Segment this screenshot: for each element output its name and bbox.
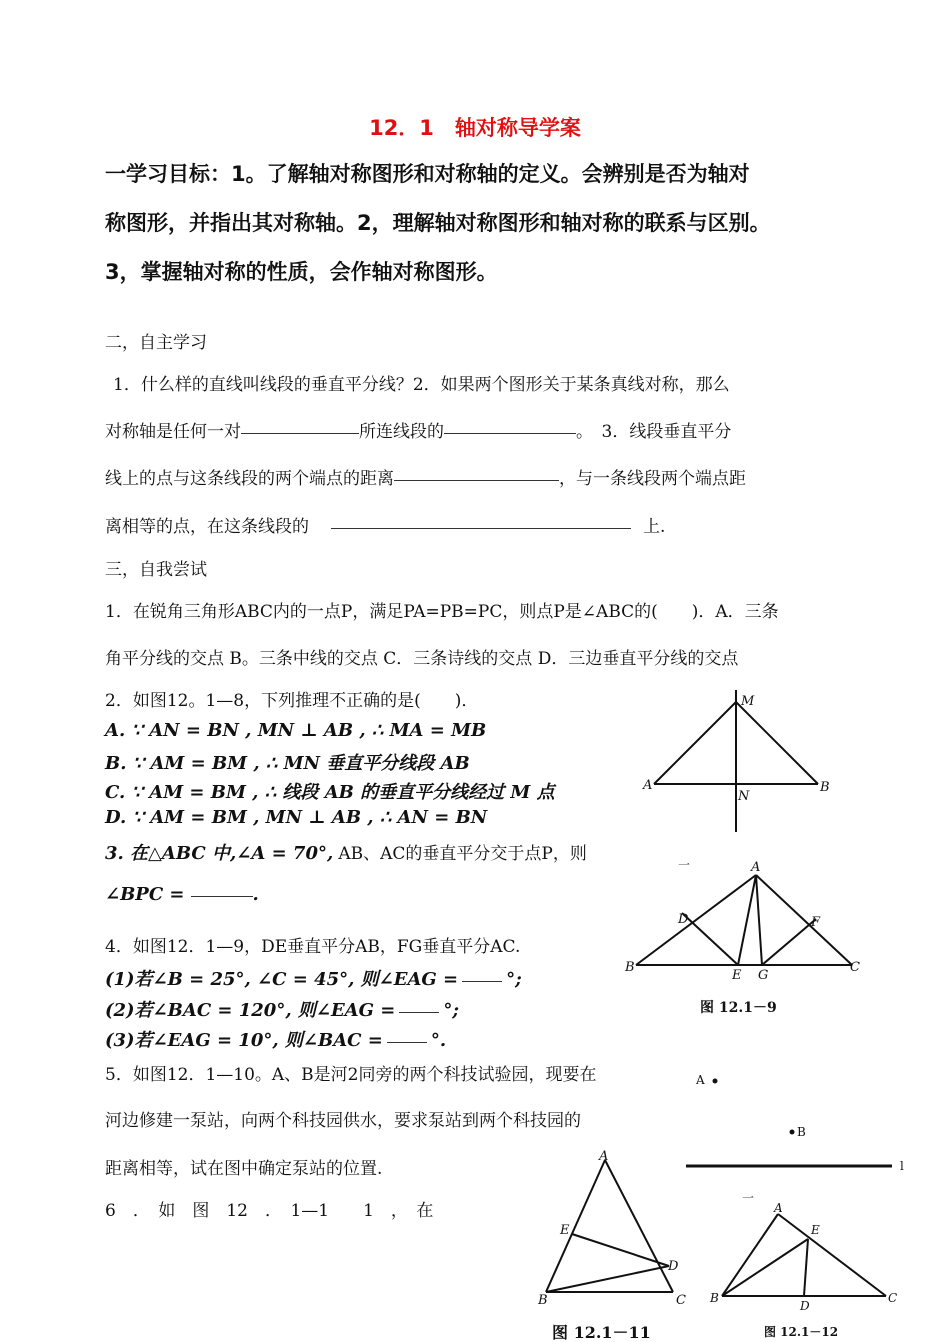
section2-line-2	[105, 417, 731, 442]
label-n: N	[738, 789, 750, 804]
segment-ed	[572, 1234, 669, 1266]
q6-text: 6 ． 如 图 12 ． 1—1 1 ， 在	[105, 1201, 434, 1221]
objectives-line-1: 一学习目标：1。了解轴对称图形和对称轴的定义。会辨别是否为轴对	[105, 162, 750, 186]
label-l: l	[900, 1159, 904, 1173]
figure-caption: 图 12.1－11	[552, 1323, 651, 1342]
segment-ab	[636, 875, 756, 965]
q1-line-1: 1．在锐角三角形ABC内的一点P，满足PA=PB=PC，则点P是∠ABC的( )．A．三条	[105, 602, 779, 622]
label-e: E	[732, 968, 742, 983]
segment-ae	[738, 875, 756, 965]
fill-blank	[331, 527, 631, 529]
q2-option-b: B. ∵ AM = BM , ∴ MN 垂直平分线段 AB	[105, 753, 470, 774]
label-e: E	[560, 1223, 570, 1238]
figure-12-1-10	[682, 1062, 922, 1182]
segment-fg	[762, 919, 816, 965]
q3-part-b: AB、AC的垂直平分交于点P，则	[338, 844, 587, 864]
figure-12-1-12	[708, 1192, 908, 1342]
figure-caption: 图 12.1－12	[764, 1325, 839, 1339]
section2-line-3	[105, 464, 746, 489]
label-b: B	[710, 1291, 719, 1305]
section3-heading: 三，自我尝试	[105, 560, 207, 580]
segment-ed	[804, 1239, 808, 1296]
fill-blank	[462, 980, 502, 982]
segment-ab	[722, 1214, 778, 1296]
figure-caption: 图 12.1－9	[700, 1000, 777, 1016]
segment-bd	[546, 1266, 669, 1292]
q3-period: .	[252, 884, 259, 905]
q4-part-2-unit: °;	[443, 1000, 460, 1021]
q2-text: 2．如图12。1—8，下列推理不正确的是( )．	[105, 691, 479, 711]
line2-part-b: 所连线段的	[359, 422, 444, 442]
q2-option-c: C. ∵ AM = BM , ∴ 线段 AB 的垂直平分线经过 M 点	[105, 782, 555, 803]
section2-line-4	[105, 512, 665, 537]
label-m: M	[741, 694, 755, 709]
label-d: D	[800, 1299, 810, 1313]
q4-part-2-text: (2)若∠BAC = 120°, 则∠EAG =	[105, 1000, 396, 1021]
label-a: A	[751, 860, 761, 875]
segment-be	[722, 1239, 808, 1296]
segment-ab	[546, 1160, 605, 1292]
q3-angle-bpc: ∠BPC =	[105, 884, 185, 905]
segment-ma	[654, 702, 736, 784]
section2-heading: 二，自主学习	[105, 333, 207, 353]
line2-part-c: 。 3．线段垂直平分	[576, 422, 732, 442]
q4-part-1-text: (1)若∠B = 25°, ∠C = 45°, 则∠EAG =	[105, 969, 459, 990]
fill-blank	[394, 479, 559, 481]
q3-part-a: 3. 在△ABC 中,∠A = 70°,	[105, 843, 334, 864]
line3-part-b: ，与一条线段两个端点距	[559, 469, 746, 489]
figure-12-1-9	[620, 855, 870, 1030]
label-a: A	[774, 1201, 783, 1215]
label-a: A	[643, 778, 653, 793]
fill-blank	[191, 895, 253, 897]
q4-part-2	[105, 996, 459, 1022]
segment-de	[682, 913, 738, 965]
q4-part-1	[105, 965, 522, 991]
label-b: B	[625, 960, 635, 975]
fill-blank	[241, 432, 359, 434]
segment-ac	[756, 875, 852, 965]
label-e: E	[811, 1223, 820, 1237]
label-b: B	[820, 780, 830, 795]
segment-ac	[778, 1214, 886, 1296]
point-a	[713, 1079, 718, 1084]
label-d: D	[678, 912, 689, 927]
q5-line-3: 距离相等，试在图中确定泵站的位置.	[105, 1159, 383, 1179]
q3-line-2	[105, 884, 259, 905]
q3-line-1	[105, 839, 587, 865]
q4-part-1-unit: °;	[506, 969, 522, 990]
figure-12-1-11	[530, 1148, 710, 1342]
q5-line-1: 5．如图12．1—10。A、B是河2同旁的两个科技试验园，现要在	[105, 1065, 597, 1085]
label-a: A	[696, 1073, 705, 1087]
q4-part-3-unit: °.	[430, 1030, 447, 1051]
q4-part-3-text: (3)若∠EAG = 10°, 则∠BAC =	[105, 1030, 383, 1051]
objectives-line-2: 称图形，并指出其对称轴。2，理解轴对称图形和轴对称的联系与区别。	[105, 211, 771, 235]
q1-line-2: 角平分线的交点 B。三条中线的交点 C．三条诗线的交点 D．三边垂直平分线的交点	[105, 649, 739, 669]
label-c: C	[888, 1291, 898, 1305]
label-c: C	[676, 1293, 686, 1308]
label-b: B	[538, 1293, 548, 1308]
point-b	[790, 1130, 795, 1135]
label-c: C	[850, 960, 860, 975]
line4-part-a: 离相等的点，在这条线段的	[105, 517, 309, 537]
q4-text: 4．如图12．1—9，DE垂直平分AB，FG垂直平分AC.	[105, 937, 521, 957]
line4-part-b: 上.	[643, 517, 666, 537]
figure-mark: 一	[742, 1192, 755, 1205]
q2-option-a: A. ∵ AN = BN , MN ⊥ AB , ∴ MA = MB	[105, 720, 487, 741]
line2-part-a: 对称轴是任何一对	[105, 422, 241, 442]
q4-part-3	[105, 1026, 446, 1052]
segment-ag	[756, 875, 762, 965]
fill-blank	[444, 432, 576, 434]
label-b: B	[797, 1125, 806, 1139]
fill-blank	[399, 1011, 439, 1013]
q2-option-d: D. ∵ AM = BM , MN ⊥ AB , ∴ AN = BN	[105, 807, 488, 828]
label-a: A	[599, 1149, 609, 1164]
fill-blank	[387, 1041, 427, 1043]
section2-line-1: 1．什么样的直线叫线段的垂直平分线？2．如果两个图形关于某条真线对称，那么	[113, 375, 730, 395]
label-g: G	[758, 968, 769, 983]
line3-part-a: 线上的点与这条线段的两个端点的距离	[105, 469, 394, 489]
figure-mark: 一	[678, 858, 691, 872]
q5-line-2: 河边修建一泵站，向两个科技园供水，要求泵站到两个科技园的	[105, 1111, 581, 1131]
objectives-line-3: 3，掌握轴对称的性质，会作轴对称图形。	[105, 260, 498, 284]
segment-mb	[736, 702, 818, 784]
page-title: 12．1 轴对称导学案	[369, 116, 581, 140]
label-f: F	[811, 915, 821, 930]
figure-12-1-8	[640, 688, 840, 836]
label-d: D	[668, 1259, 679, 1274]
